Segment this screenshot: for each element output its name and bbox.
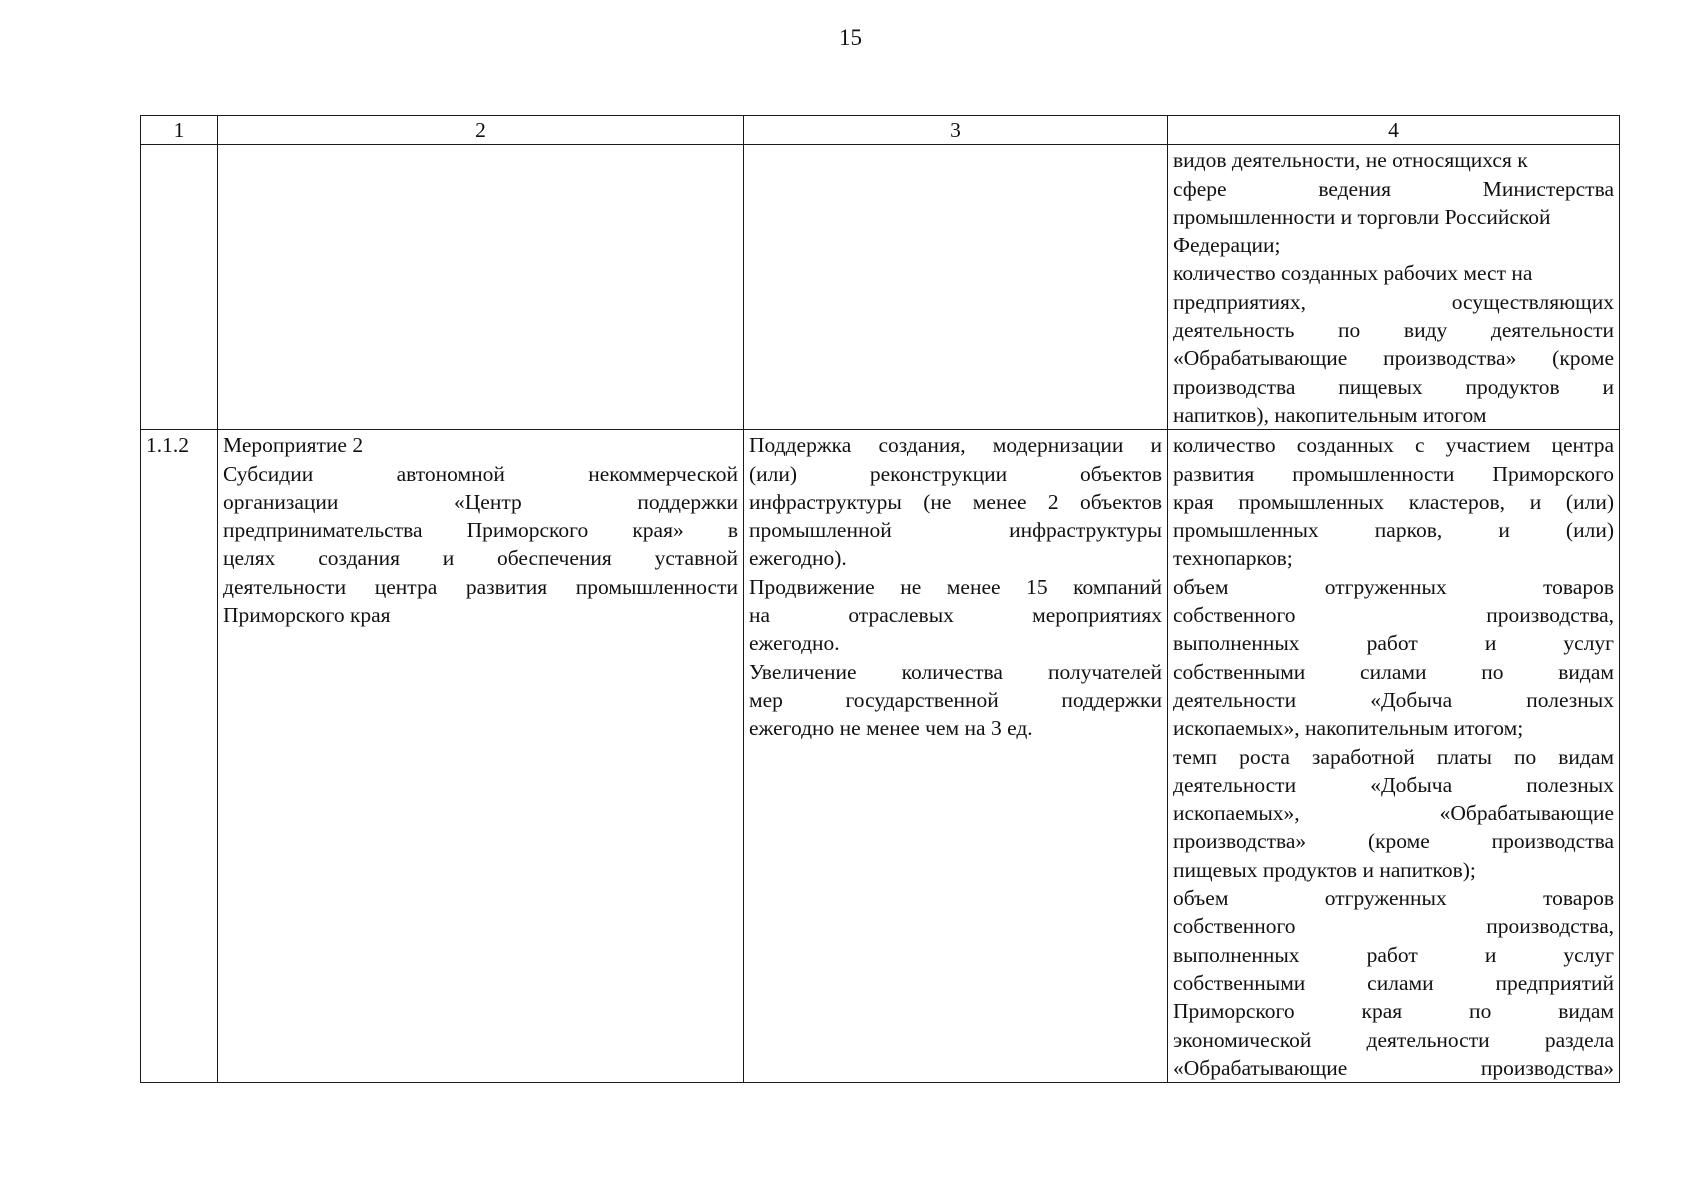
text-line: собственного производства, (1173, 914, 1614, 939)
text-line: ежегодно. (749, 631, 840, 656)
text-line: промышленной инфраструктуры (749, 518, 1162, 543)
text-line: Субсидии автономной некоммерческой (223, 461, 738, 486)
text-line: края промышленных кластеров, и (или) (1173, 489, 1614, 514)
text-line: «Обрабатывающие производства» (кроме (1173, 346, 1614, 371)
header-cell-3: 3 (744, 116, 1168, 145)
cell-target-indicators (1168, 430, 1620, 1083)
text-line: (или) реконструкции объектов (749, 461, 1162, 486)
text-line: собственного производства, (1173, 603, 1614, 628)
text-line: количество созданных с участием центра (1173, 433, 1614, 458)
text-line: напитков), накопительным итогом (1173, 402, 1487, 427)
cell-number-continuation (141, 145, 218, 430)
text-line: мер государственной поддержки (749, 687, 1162, 712)
text-line: собственными силами предприятий (1173, 970, 1614, 995)
text-line: деятельности «Добыча полезных (1173, 687, 1614, 712)
text-line: сфере ведения Министерства (1173, 176, 1614, 201)
text-line: ежегодно). (749, 546, 847, 571)
text-line: развития промышленности Приморского (1173, 461, 1614, 486)
text-line: ископаемых», накопительным итогом; (1173, 716, 1524, 741)
text-line: видов деятельности, не относящихся к (1173, 148, 1528, 173)
header-cell-1: 1 (141, 116, 218, 145)
table-row-continuation (141, 145, 1620, 430)
text-line: экономической деятельности раздела (1173, 1027, 1614, 1052)
cell-indicators-continuation (1168, 145, 1620, 430)
document-table (140, 115, 1620, 1083)
text-line: производства пищевых продуктов и (1173, 374, 1614, 399)
cell-result-continuation (744, 145, 1168, 430)
text-line: объем отгруженных товаров (1173, 574, 1614, 599)
text-line: организации «Центр поддержки (223, 489, 738, 514)
text-line: на отраслевых мероприятиях (749, 603, 1162, 628)
cell-row-number: 1.1.2 (141, 430, 218, 1083)
text-line: Приморского края (223, 603, 391, 628)
text-line: выполненных работ и услуг (1173, 942, 1614, 967)
text-line: объем отгруженных товаров (1173, 886, 1614, 911)
cell-activity-continuation (218, 145, 744, 430)
text-line: собственными силами по видам (1173, 659, 1614, 684)
text-line: предприятиях, осуществляющих (1173, 289, 1614, 314)
header-cell-4: 4 (1168, 116, 1620, 145)
text-line: промышленных парков, и (или) (1173, 518, 1614, 543)
text-line: ископаемых», «Обрабатывающие (1173, 801, 1614, 826)
text-line: производства» (кроме производства (1173, 829, 1614, 854)
table-row-1-1-2 (141, 430, 1620, 1083)
text-line: Мероприятие 2 (223, 433, 364, 458)
header-cell-2: 2 (218, 116, 744, 145)
text-line: деятельность по виду деятельности (1173, 318, 1614, 343)
cell-expected-result (744, 430, 1168, 1083)
text-line: Продвижение не менее 15 компаний (749, 574, 1162, 599)
cell-activity-description (218, 430, 744, 1083)
text-line: промышленности и торговли Российской (1173, 204, 1551, 229)
text-line: предпринимательства Приморского края» в (223, 518, 738, 543)
text-line: инфраструктуры (не менее 2 объектов (749, 489, 1162, 514)
text-line: Приморского края по видам (1173, 999, 1614, 1024)
text-line: Увеличение количества получателей (749, 659, 1162, 684)
text-line: выполненных работ и услуг (1173, 631, 1614, 656)
text-line: Федерации; (1173, 233, 1281, 258)
text-line: деятельности «Добыча полезных (1173, 772, 1614, 797)
text-line: технопарков; (1173, 546, 1293, 571)
text-line: темп роста заработной платы по видам (1173, 744, 1614, 769)
text-line: деятельности центра развития промышленности (223, 574, 738, 599)
text-line: пищевых продуктов и напитков); (1173, 857, 1476, 882)
text-line: ежегодно не менее чем на 3 ед. (749, 716, 1033, 741)
text-line: количество созданных рабочих мест на (1173, 261, 1533, 286)
table-header-row (141, 116, 1620, 145)
text-line: Поддержка создания, модернизации и (749, 433, 1162, 458)
text-line: «Обрабатывающие производства» (1173, 1055, 1614, 1080)
page-number: 15 (839, 25, 862, 50)
text-line: целях создания и обеспечения уставной (223, 546, 738, 571)
